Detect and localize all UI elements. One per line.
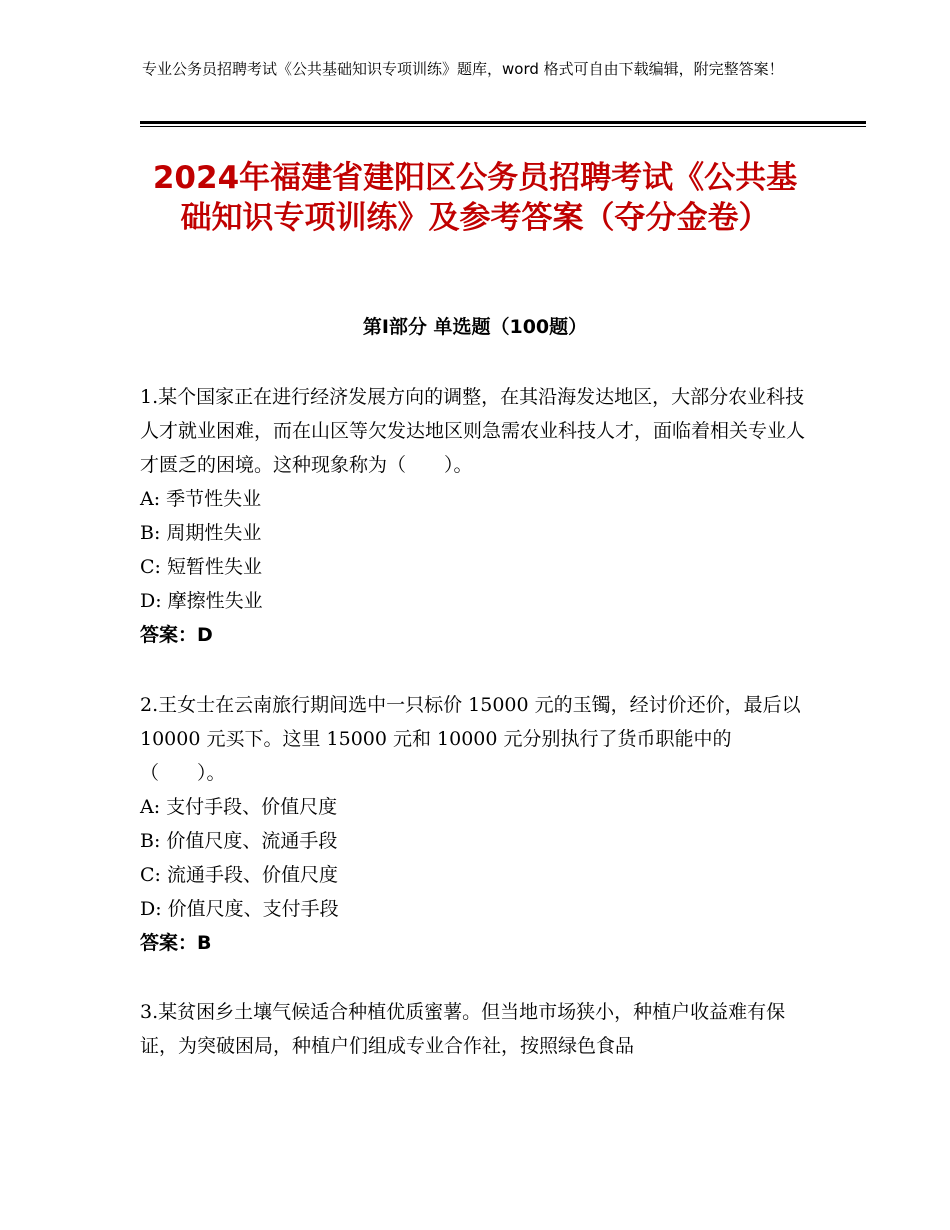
header-rule-thick xyxy=(140,121,866,124)
answer: 答案：B xyxy=(140,932,212,954)
question-1 xyxy=(140,380,808,652)
option-a: A: 支付手段、价值尺度 xyxy=(140,796,338,818)
question-2 xyxy=(140,688,808,960)
option-c: C: 短暂性失业 xyxy=(140,556,262,578)
question-3 xyxy=(140,995,808,1063)
option-b: B: 价值尺度、流通手段 xyxy=(140,830,338,852)
option-c: C: 流通手段、价值尺度 xyxy=(140,864,338,886)
option-d: D: 价值尺度、支付手段 xyxy=(140,898,339,920)
section-heading: 第Ⅰ部分 单选题（100题） xyxy=(362,316,588,338)
document-title: 2024年福建省建阳区公务员招聘考试《公共基础知识专项训练》及参考答案（夺分金卷） xyxy=(152,160,798,236)
answer: 答案：D xyxy=(140,624,213,646)
question-stem: 3.某贫困乡土壤气候适合种植优质蜜薯。但当地市场狭小，种植户收益难有保证，为突破困局，种植户们组成专业合作社，按照绿色食品 xyxy=(140,1001,786,1057)
option-a: A: 季节性失业 xyxy=(140,488,262,510)
option-b: B: 周期性失业 xyxy=(140,522,262,544)
header-rule-thin xyxy=(140,126,866,127)
question-stem: 2.王女士在云南旅行期间选中一只标价 15000 元的玉镯，经讨价还价，最后以 10000 元买下。这里 15000 元和 10000 元分别执行了货币职能中的（ ）。 xyxy=(140,694,801,784)
header-note: 专业公务员招聘考试《公共基础知识专项训练》题库，word 格式可自由下载编辑，附完整答案！ xyxy=(142,60,784,78)
option-d: D: 摩擦性失业 xyxy=(140,590,263,612)
question-stem: 1.某个国家正在进行经济发展方向的调整，在其沿海发达地区，大部分农业科技人才就业困难，而在山区等欠发达地区则急需农业科技人才，面临着相关专业人才匮乏的困境。这种现象称为（ ）。 xyxy=(140,386,806,476)
